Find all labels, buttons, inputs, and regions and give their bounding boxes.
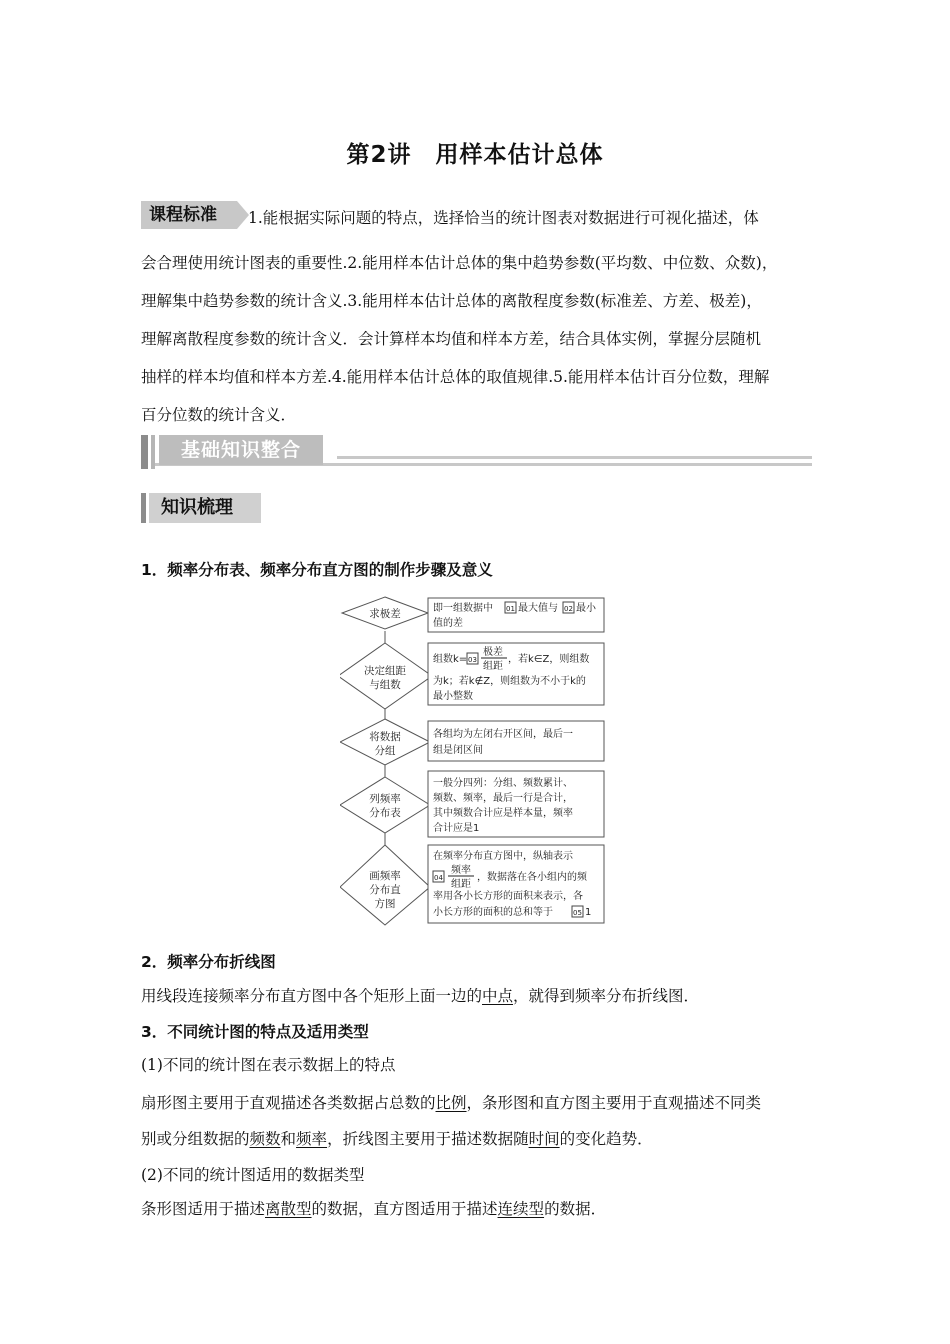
box5-text-d: 小长方形的面积的总和等于 bbox=[433, 907, 553, 918]
blank-03: 03 bbox=[468, 656, 477, 664]
item2-text: 用线段连接频率分布直方图中各个矩形上面一边的中点，就得到频率分布折线图． bbox=[141, 987, 700, 1005]
box1-text-a: 即一组数据中 bbox=[433, 603, 493, 614]
step-name-3b: 分组 bbox=[374, 745, 396, 757]
frac-num-2: 频率 bbox=[451, 865, 471, 876]
curriculum-line: 抽样的样本均值和样本方差.4.能用样本估计总体的取值规律.5.能用样本估计百分位数，理解 bbox=[141, 368, 770, 386]
curriculum-text bbox=[141, 248, 831, 438]
box2-text-c: 为k；若k∉Z，则组数为不小于k的 bbox=[433, 676, 586, 687]
step-name-5c: 方图 bbox=[374, 898, 396, 910]
curriculum-line: 会合理使用统计图表的重要性.2.能用样本估计总体的集中趋势参数(平均数、中位数、众数)， bbox=[141, 254, 778, 272]
box4-text-b: 频数、频率，最后一行是合计， bbox=[433, 793, 573, 804]
box3-text-b: 组是闭区间 bbox=[433, 745, 483, 756]
item3-p3: 条形图适用于描述离散型的数据，直方图适用于描述连续型的数据． bbox=[141, 1200, 607, 1218]
flowchart bbox=[340, 595, 610, 927]
box2-text-a: 组数k= bbox=[433, 654, 468, 665]
box2-text-b: ，若k∈Z，则组数 bbox=[508, 654, 590, 665]
frac-den-2: 组距 bbox=[451, 879, 471, 890]
box5-text-a: 在频率分布直方图中，纵轴表示 bbox=[433, 851, 573, 862]
blank-05: 05 bbox=[573, 909, 582, 917]
box3-text-a: 各组均为左闭右开区间，最后一 bbox=[433, 729, 573, 740]
item3-heading: 3．不同统计图的特点及适用类型 bbox=[141, 1023, 369, 1041]
item1-heading: 1．频率分布表、频率分布直方图的制作步骤及意义 bbox=[141, 561, 493, 579]
step-name-5a: 画频率 bbox=[369, 870, 401, 882]
box1-text-b: 最大值与 bbox=[518, 603, 558, 614]
box5-text-b: ，数据落在各小组内的频 bbox=[477, 872, 587, 883]
step-name-5b: 分布直 bbox=[369, 884, 401, 896]
box4-text-c: 其中频数合计应是样本量，频率 bbox=[433, 808, 573, 819]
box2-text-d: 最小整数 bbox=[433, 691, 473, 702]
item3-p2: 别或分组数据的频数和频率，折线图主要用于描述数据随时间的变化趋势． bbox=[141, 1130, 653, 1148]
box1-text-c: 最小 bbox=[576, 603, 596, 614]
box1-text-d: 值的差 bbox=[433, 618, 463, 629]
curriculum-line: 百分位数的统计含义． bbox=[141, 406, 297, 424]
box4-text-a: 一般分四列：分组、频数累计、 bbox=[433, 778, 573, 789]
box4-text-d: 合计应是1 bbox=[433, 823, 480, 834]
section-header bbox=[141, 435, 812, 469]
item2-heading: 2．频率分布折线图 bbox=[141, 953, 276, 971]
step-name-2b: 与组数 bbox=[369, 679, 401, 691]
box5-text-e: 1 bbox=[585, 907, 592, 918]
frac-den-1: 组距 bbox=[483, 661, 503, 672]
curriculum-badge: 课程标准 bbox=[141, 201, 237, 229]
step-diamond-4 bbox=[340, 777, 430, 833]
curriculum-line: 理解离散程度参数的统计含义．会计算样本均值和样本方差，结合具体实例，掌握分层随机 bbox=[141, 330, 762, 348]
section-title: 基础知识整合 bbox=[159, 435, 323, 465]
step-name-4a: 列频率 bbox=[369, 793, 401, 805]
subsection-title: 知识梳理 bbox=[149, 493, 261, 523]
blank-02: 02 bbox=[564, 605, 573, 613]
step-name-2a: 决定组距 bbox=[364, 665, 406, 677]
item3-sub1: (1)不同的统计图在表示数据上的特点 bbox=[141, 1056, 396, 1074]
page-title: 第2讲 用样本估计总体 bbox=[346, 142, 604, 168]
step-name-1: 求极差 bbox=[369, 608, 401, 620]
step-name-4b: 分布表 bbox=[369, 807, 401, 819]
blank-04: 04 bbox=[434, 874, 443, 882]
curriculum-line: 理解集中趋势参数的统计含义.3.能用样本估计总体的离散程度参数(标准差、方差、极差)， bbox=[141, 292, 762, 310]
box5-text-c: 率用各小长方形的面积来表示，各 bbox=[433, 891, 583, 902]
blank-01: 01 bbox=[506, 605, 515, 613]
curriculum-line-1: 1.能根据实际问题的特点，选择恰当的统计图表对数据进行可视化描述，体 bbox=[248, 209, 759, 227]
step-name-3a: 将数据 bbox=[369, 731, 401, 743]
item3-sub2: (2)不同的统计图适用的数据类型 bbox=[141, 1166, 365, 1184]
item3-p1: 扇形图主要用于直观描述各类数据占总数的比例，条形图和直方图主要用于直观描述不同类 bbox=[141, 1094, 762, 1112]
frac-num-1: 极差 bbox=[483, 647, 503, 658]
